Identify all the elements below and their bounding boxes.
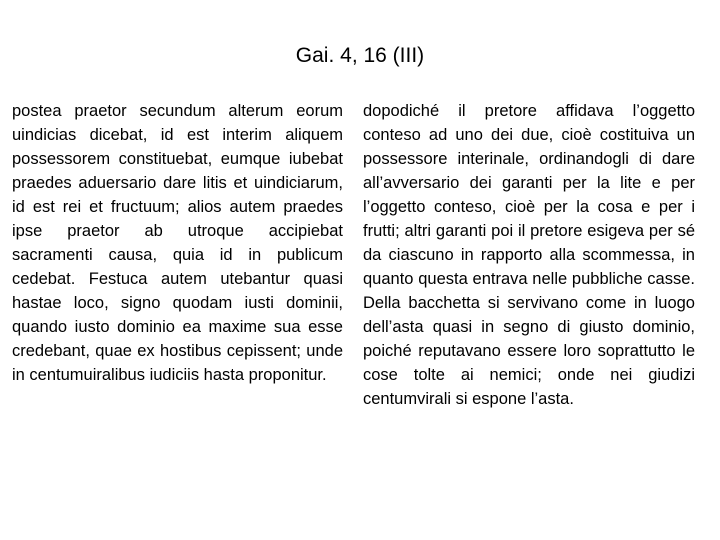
page-title: Gai. 4, 16 (III) bbox=[295, 44, 425, 67]
italian-translation-column: dopodiché il pretore affidava l’oggetto conteso ad uno dei due, cioè costituiva un possessore interinale, ordinandogli di dare all’avversario dei garanti per la lite e per l’oggetto conteso, cioè per la cosa e per i frutti; altri garanti poi il pretore esigeva per sé da ciascuno in rapporto alla scommessa, in quanto questa entrava nelle pubbliche casse. Della bacchetta si servivano come in luogo dell’asta quasi in segno di giusto dominio, poiché reputavano essere loro soprattutto le cose tolte ai nemici; onde nei giudizi centumvirali si espone l’asta. bbox=[363, 102, 695, 408]
latin-text-column: postea praetor secundum alterum eorum uindicias dicebat, id est interim aliquem possessorem constituebat, eumque iubebat praedes aduersario dare litis et uindiciarum, id est rei et fructuum; alios autem praedes ipse praetor ab utroque accipiebat sacramenti causa, quia id in publicum cedebat. Festuca autem utebantur quasi hastae loco, signo quodam iusti dominii, quando iusto dominio ea maxime sua esse credebant, quae ex hostibus cepissent; unde in centumuiralibus iudiciis hasta proponitur. bbox=[12, 102, 343, 384]
